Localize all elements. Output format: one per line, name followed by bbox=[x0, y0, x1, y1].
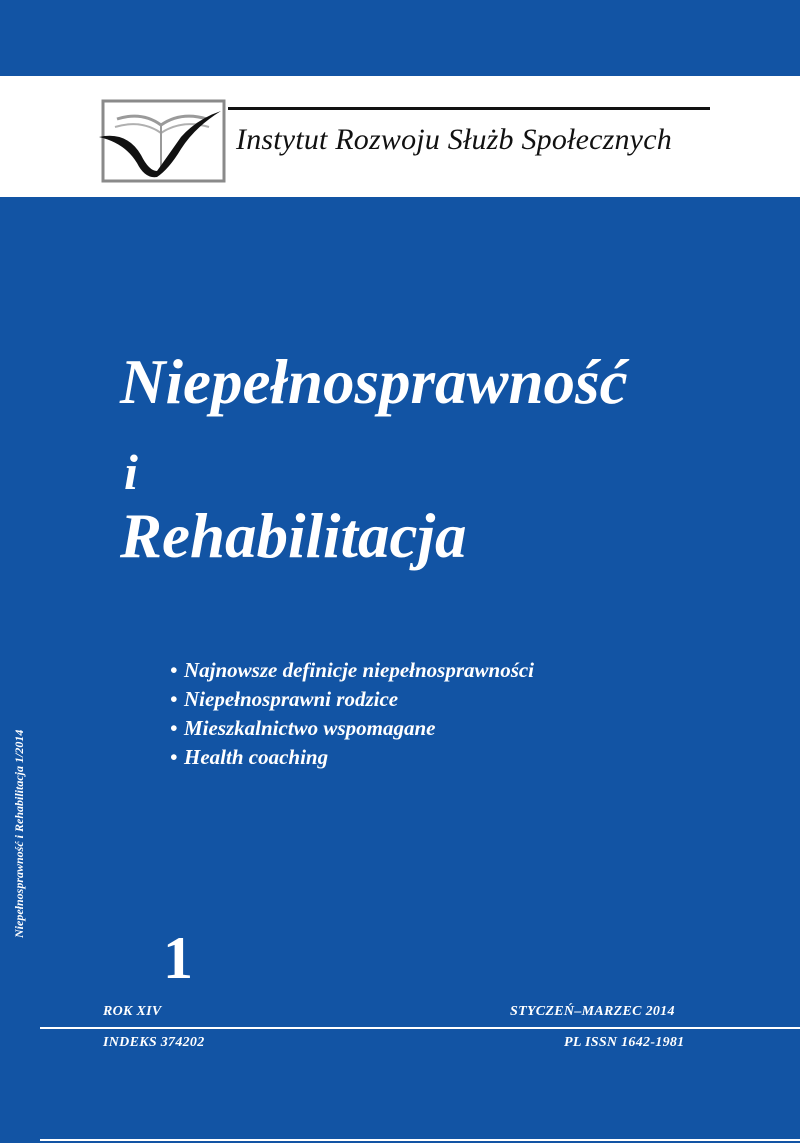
topic-item bbox=[170, 714, 534, 743]
issue-period: STYCZEŃ–MARZEC 2014 bbox=[510, 1004, 675, 1019]
topic-label: Niepełnosprawni rodzice bbox=[184, 687, 399, 711]
topic-item bbox=[170, 685, 534, 714]
publisher-name: Instytut Rozwoju Służb Społecznych bbox=[236, 123, 672, 156]
topic-label: Najnowsze definicje niepełnosprawności bbox=[184, 658, 535, 682]
topic-item bbox=[170, 656, 534, 685]
journal-title-line-1: Niepełnosprawność bbox=[120, 347, 628, 417]
bullet-icon: • bbox=[170, 745, 178, 769]
topic-item bbox=[170, 743, 534, 772]
footer-divider bbox=[40, 1027, 800, 1029]
bullet-icon: • bbox=[170, 658, 178, 682]
journal-title-line-2: i bbox=[124, 444, 138, 500]
issn-number: PL ISSN 1642-1981 bbox=[564, 1035, 685, 1050]
spine-title: Niepełnosprawność i Rehabilitacja 1/2014 bbox=[12, 729, 26, 938]
volume-year: ROK XIV bbox=[103, 1004, 162, 1019]
topic-label: Mieszkalnictwo wspomagane bbox=[184, 716, 436, 740]
topics-list bbox=[170, 656, 534, 772]
bullet-icon: • bbox=[170, 716, 178, 740]
journal-title-line-3: Rehabilitacja bbox=[120, 501, 467, 571]
index-number: INDEKS 374202 bbox=[103, 1035, 205, 1050]
issue-number: 1 bbox=[163, 925, 193, 991]
publisher-header bbox=[0, 76, 800, 197]
bottom-rule bbox=[40, 1139, 800, 1141]
bullet-icon: • bbox=[170, 687, 178, 711]
book-bird-logo-icon bbox=[97, 97, 227, 185]
topic-label: Health coaching bbox=[184, 745, 329, 769]
header-rule bbox=[228, 107, 710, 110]
